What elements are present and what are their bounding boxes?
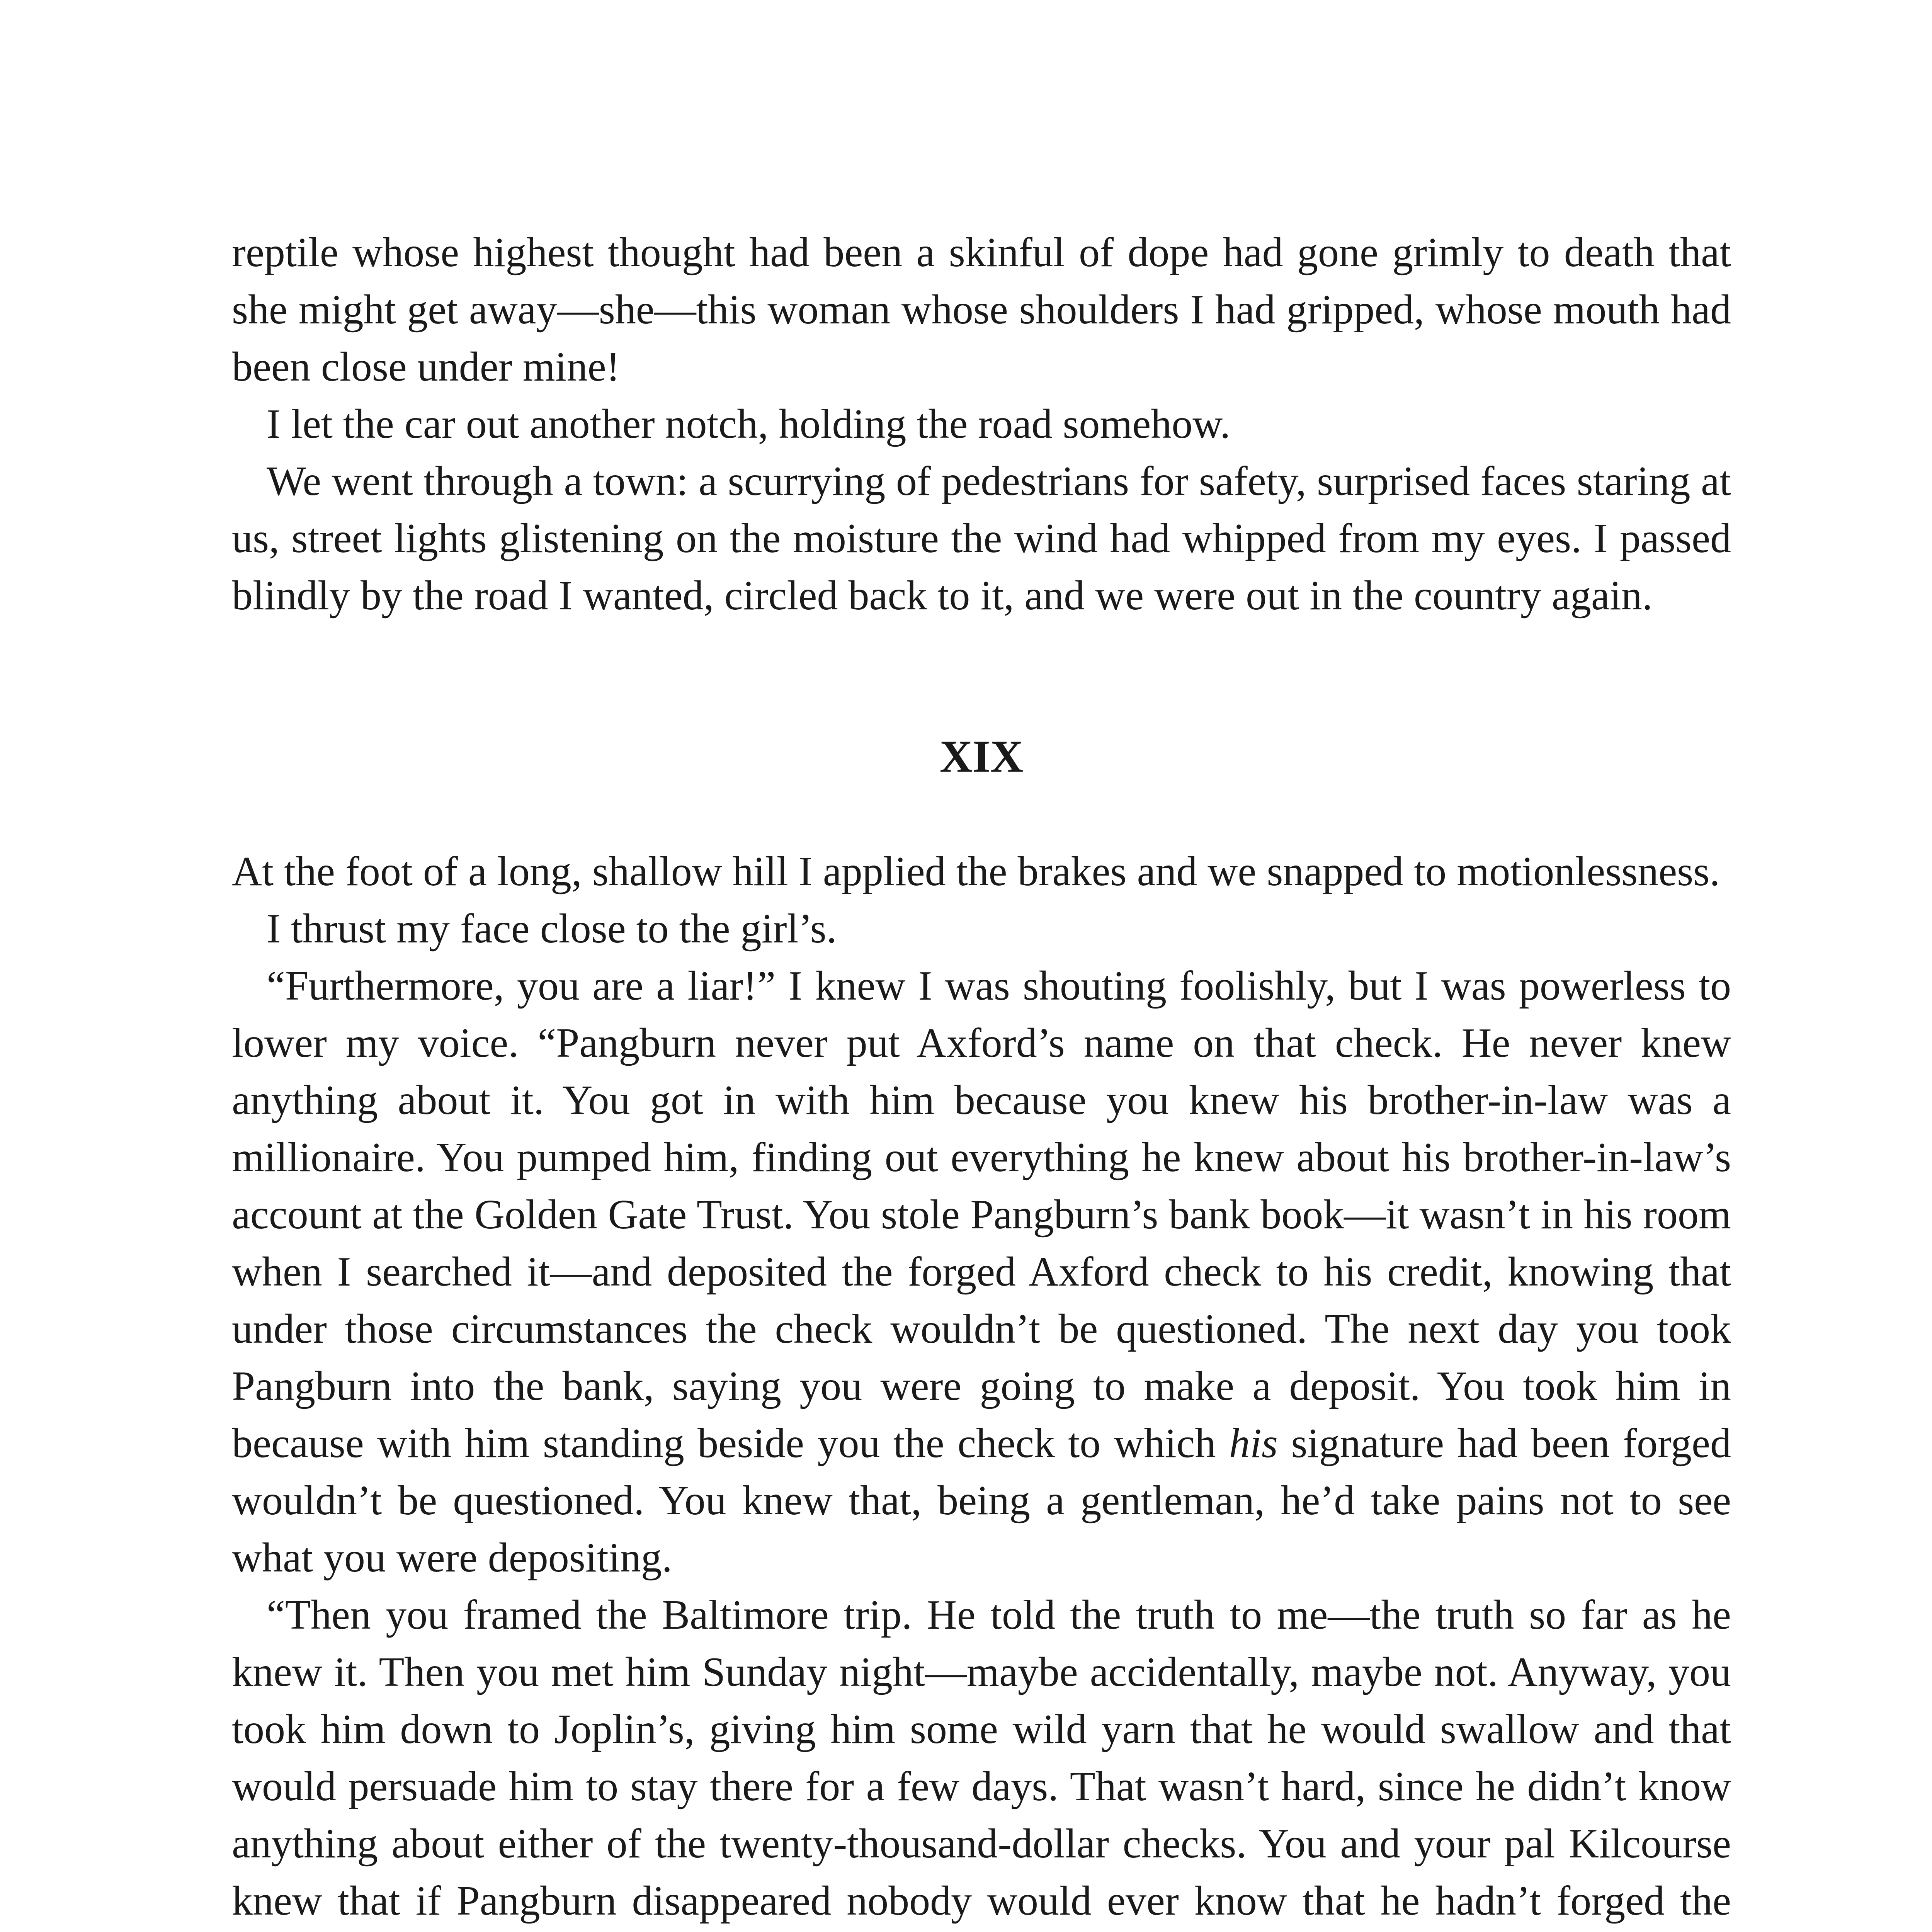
chapter-heading: XIX xyxy=(939,731,1024,782)
page-body xyxy=(232,224,1731,1932)
paragraph: reptile whose highest thought had been a skinful of dope had gone grimly to death that she might get away—she—this woman whose shoulders I had gripped, whose mouth had been close under mine! xyxy=(232,230,1731,390)
paragraph: I let the car out another notch, holding the road somehow. xyxy=(267,401,1231,447)
emphasized-word: his xyxy=(1229,1420,1278,1466)
paragraph xyxy=(232,957,1731,1587)
paragraph: At the foot of a long, shallow hill I applied the brakes and we snapped to motionlessness. xyxy=(232,849,1720,895)
paragraph: We went through a town: a scurrying of pedestrians for safety, surprised faces staring at us, street lights glistening on the moisture the wind had whipped from my eyes. I passed blindly by the road I wanted, circled back to it, and we were out in the country again. xyxy=(232,458,1731,619)
paragraph-text: signature had been forged wouldn’t be questioned. You knew that, being a gentleman, he’d take pains not to see what you were depositing. xyxy=(232,1420,1731,1581)
paragraph-text: “Furthermore, you are a liar!” I knew I was shouting foolishly, but I was powerless to lower my voice. “Pangburn never put Axford’s name on that check. He never knew anything about it. You got in with him because you knew his brother-in-law was a millionaire. You pumped him, finding out everything he knew about his brother-in-law’s account at the Golden Gate Trust. You stole Pangburn’s bank book—it wasn’t in his room when I searched it—and deposited the forged Axford check to his credit, knowing that under those circumstances the check wouldn’t be questioned. The next day you took Pangburn into the bank, saying you were going to make a deposit. You took him in because with him standing beside you the check to which xyxy=(232,963,1731,1466)
paragraph: “Then you framed the Baltimore trip. He told the truth to me—the truth so far as he knew it. Then you met him Sunday night—maybe accidentally, maybe not. Anyway, you took him down to Joplin’s, giving him some wild yarn that he would swallow and that would persuade him to stay there for a few days. That wasn’t hard, since he didn’t know anything about either of the twenty-thousand-dollar checks. You and your pal Kilcourse knew that if Pangburn disappeared nobody would ever know that he hadn’t forged the xyxy=(232,1592,1731,1924)
paragraph: I thrust my face close to the girl’s. xyxy=(267,906,837,952)
